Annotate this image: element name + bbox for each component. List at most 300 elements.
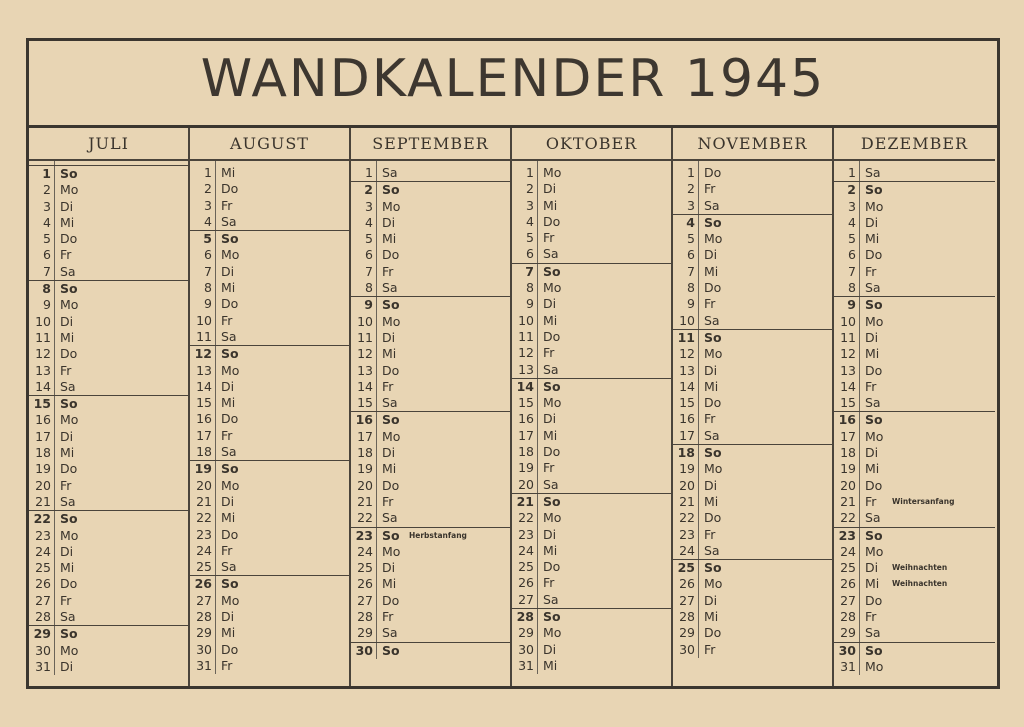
day-row [190,658,349,674]
day-number: 7 [687,263,695,279]
day-row [29,165,188,182]
day-number: 16 [355,412,373,428]
day-row [512,493,671,510]
day-number: 2 [204,181,212,197]
weekday-label: Fr [382,493,394,509]
weekday-label: Sa [704,312,720,328]
day-row [673,411,832,427]
day-number: 26 [35,576,51,592]
day-row [190,198,349,214]
weekday-label: Sa [704,197,720,213]
weekday-label: Sa [221,444,237,460]
day-row [512,642,671,658]
weekday-label: Do [704,280,722,296]
weekday-label: So [704,560,722,576]
day-number: 30 [838,642,856,658]
day-row [673,444,832,461]
weekday-label: So [865,642,883,658]
day-row [190,181,349,197]
day-number: 22 [33,511,51,527]
weekday-label: Fr [865,493,877,509]
day-number: 16 [838,412,856,428]
weekday-label: Mi [221,280,236,296]
day-row [512,329,671,345]
day-row [351,593,510,609]
day-row [673,313,832,329]
weekday-label: Sa [543,591,559,607]
day-row [29,560,188,576]
day-row [673,198,832,214]
weekday-label: Mo [704,346,723,362]
day-row [512,428,671,444]
day-number: 20 [679,477,695,493]
day-number: 30 [355,642,373,658]
weekday-label: Do [543,444,561,460]
day-row [673,264,832,280]
weekday-label: Sa [221,213,237,229]
day-number: 14 [679,378,695,394]
day-number: 5 [43,231,51,247]
day-number: 14 [196,378,212,394]
day-row [190,510,349,526]
weekday-label: Fr [865,609,877,625]
day-row [512,460,671,476]
weekday-label: Sa [382,280,398,296]
weekday-label: Do [543,213,561,229]
weekday-label: Mi [60,560,75,576]
day-row [190,165,349,181]
day-row [190,296,349,312]
weekday-label: Di [60,198,74,214]
day-row [351,411,510,428]
calendar-sheet [26,38,1000,689]
day-row [351,314,510,330]
day-number: 15 [840,395,856,411]
weekday-label: Mo [865,313,884,329]
day-row [190,247,349,263]
weekday-label: Sa [382,165,398,180]
weekday-label: Do [543,328,561,344]
weekday-label: Fr [704,181,716,197]
weekday-label: Sa [60,609,76,625]
weekday-label: Fr [865,378,877,394]
day-number: 1 [687,165,695,180]
day-number: 18 [357,445,373,461]
day-number: 27 [679,592,695,608]
day-number: 17 [357,428,373,444]
weekday-label: Mo [221,477,240,493]
day-row [512,181,671,197]
day-number: 8 [204,280,212,296]
weekday-label: Do [865,477,883,493]
day-number: 2 [687,181,695,197]
day-number: 23 [196,526,212,542]
weekday-label: Fr [382,263,394,279]
day-number: 14 [516,378,534,394]
weekday-label: Di [865,214,879,230]
day-number: 23 [518,526,534,542]
day-number: 10 [679,312,695,328]
day-number: 3 [204,197,212,213]
day-number: 12 [35,346,51,362]
month-header: OKTOBER [512,128,671,161]
day-number: 25 [518,559,534,575]
day-number: 13 [357,362,373,378]
day-row [834,625,995,641]
day-list [29,161,188,675]
weekday-label: Di [543,296,557,312]
day-row [834,296,995,313]
weekday-label: Di [704,477,718,493]
day-row [834,395,995,411]
weekday-label: Di [60,658,74,674]
day-row [190,575,349,592]
day-number: 7 [525,263,534,279]
weekday-label: Mi [704,493,719,509]
day-row [29,429,188,445]
month-column-dezember [834,128,995,686]
day-number: 10 [357,313,373,329]
day-row [512,246,671,262]
weekday-label: Do [60,576,78,592]
day-row [29,247,188,263]
day-number: 28 [196,609,212,625]
day-row [673,363,832,379]
day-number: 25 [677,560,695,576]
day-number: 15 [357,395,373,411]
day-row [512,214,671,230]
day-row [29,510,188,527]
weekday-label: Do [543,559,561,575]
weekday-label: Fr [543,345,555,361]
weekday-label: Sa [60,493,76,509]
day-row [351,264,510,280]
day-number: 17 [196,427,212,443]
weekday-label: Di [221,609,235,625]
day-number: 16 [196,411,212,427]
day-number: 13 [518,361,534,377]
weekday-label: So [382,527,400,543]
weekday-label: Fr [704,411,716,427]
weekday-label: Mi [382,231,397,247]
weekday-label: So [60,396,78,412]
day-row [190,527,349,543]
weekday-label: Di [60,428,74,444]
weekday-label: Di [543,411,557,427]
day-row [673,461,832,477]
day-number: 18 [196,444,212,460]
day-number: 10 [196,312,212,328]
day-row [29,494,188,510]
day-number: 18 [518,444,534,460]
day-row [673,379,832,395]
weekday-label: Do [221,411,239,427]
day-row [29,659,188,675]
weekday-label: Mi [543,312,558,328]
weekday-label: Sa [865,280,881,296]
day-row [834,510,995,526]
day-row [351,560,510,576]
day-number: 11 [357,329,373,345]
day-number: 22 [679,510,695,526]
months-grid [29,128,997,686]
day-number: 6 [43,247,51,263]
day-row [512,608,671,625]
weekday-label: Mi [865,231,880,247]
day-number: 15 [679,395,695,411]
weekday-label: Mo [865,198,884,214]
day-row [512,198,671,214]
weekday-label: Fr [704,296,716,312]
weekday-label: So [543,378,561,394]
day-number: 6 [848,247,856,263]
day-row [834,231,995,247]
weekday-label: So [543,609,561,625]
day-list [512,161,671,674]
weekday-label: Di [221,263,235,279]
day-number: 27 [357,592,373,608]
weekday-label: Mo [221,362,240,378]
weekday-label: So [865,297,883,313]
day-row [29,544,188,560]
weekday-label: Di [221,378,235,394]
weekday-label: Fr [60,247,72,263]
day-number: 13 [35,362,51,378]
weekday-label: Sa [704,427,720,443]
weekday-label: Mi [221,395,236,411]
day-row [512,625,671,641]
day-row [190,345,349,362]
weekday-label: Do [382,477,400,493]
day-number: 8 [687,280,695,296]
day-row [190,543,349,559]
day-number: 24 [679,542,695,558]
weekday-label: Mi [865,461,880,477]
day-row [834,494,995,510]
weekday-label: Mi [543,542,558,558]
weekday-label: So [60,511,78,527]
weekday-label: Mo [704,231,723,247]
weekday-label: Di [865,445,879,461]
day-row [29,643,188,659]
day-number: 15 [33,396,51,412]
month-header: SEPTEMBER [351,128,510,161]
month-header: DEZEMBER [834,128,995,161]
day-row [29,625,188,642]
day-row [834,363,995,379]
weekday-label: Fr [221,542,233,558]
day-number: 31 [196,657,212,673]
day-number: 18 [840,445,856,461]
day-number: 7 [204,263,212,279]
day-number: 5 [365,231,373,247]
weekday-label: Fr [543,575,555,591]
day-row [834,544,995,560]
weekday-label: Mi [60,214,75,230]
day-number: 31 [518,657,534,673]
day-row [673,576,832,592]
day-row [834,642,995,659]
day-number: 11 [677,329,695,345]
weekday-label: Mi [543,657,558,673]
day-number: 9 [43,297,51,313]
day-row [351,181,510,198]
weekday-label: Do [865,247,883,263]
day-number: 21 [35,493,51,509]
day-number: 6 [526,246,534,262]
day-row [190,214,349,230]
day-row [512,444,671,460]
day-row [673,214,832,231]
day-row [834,247,995,263]
day-number: 14 [35,378,51,394]
day-number: 22 [357,510,373,526]
day-number: 30 [518,641,534,657]
day-number: 27 [35,592,51,608]
day-number: 29 [33,626,51,642]
weekday-label: Di [704,247,718,263]
day-row [834,264,995,280]
day-row [673,165,832,181]
day-number: 5 [203,231,212,247]
weekday-label: Do [704,395,722,411]
month-column-juli [29,128,190,686]
weekday-label: Sa [704,542,720,558]
day-row [834,527,995,544]
weekday-label: Di [60,313,74,329]
weekday-label: Di [543,181,557,197]
day-row [673,609,832,625]
day-number: 24 [196,542,212,558]
day-row [512,296,671,312]
day-number: 2 [43,182,51,198]
day-number: 9 [847,297,856,313]
day-number: 2 [847,182,856,198]
day-row [673,181,832,197]
day-number: 17 [840,428,856,444]
day-number: 7 [365,263,373,279]
day-row [512,378,671,395]
weekday-label: Sa [543,361,559,377]
weekday-label: Fr [543,230,555,246]
day-number: 22 [518,510,534,526]
day-row [673,510,832,526]
weekday-label: Sa [60,378,76,394]
day-number: 27 [196,592,212,608]
day-number: 28 [357,609,373,625]
weekday-label: Sa [865,510,881,526]
weekday-label: Mi [865,576,880,592]
day-row [834,165,995,181]
day-number: 4 [365,214,373,230]
day-number: 6 [365,247,373,263]
day-row [29,461,188,477]
day-number: 20 [196,477,212,493]
day-number: 31 [840,658,856,674]
weekday-label: So [382,297,400,313]
day-row [673,642,832,658]
day-row [351,527,510,544]
day-number: 22 [196,510,212,526]
day-number: 19 [35,461,51,477]
weekday-label: Mo [543,165,562,180]
day-row [512,559,671,575]
weekday-label: So [382,182,400,198]
day-number: 28 [516,609,534,625]
weekday-label: Do [221,526,239,542]
day-row [834,461,995,477]
day-number: 12 [357,346,373,362]
day-row [512,230,671,246]
day-row [351,330,510,346]
day-number: 28 [679,609,695,625]
day-number: 11 [196,328,212,344]
day-row [351,544,510,560]
month-column-november [673,128,834,686]
day-row [512,510,671,526]
day-row [190,478,349,494]
day-list [673,161,832,658]
day-row [190,264,349,280]
day-number: 3 [687,197,695,213]
weekday-label: So [704,445,722,461]
day-number: 15 [518,395,534,411]
weekday-label: So [60,166,78,181]
day-row [190,444,349,460]
weekday-label: Mi [221,625,236,641]
weekday-label: Mi [865,346,880,362]
weekday-label: Sa [221,559,237,575]
weekday-label: Mo [543,510,562,526]
day-number: 17 [35,428,51,444]
day-row [351,445,510,461]
day-number: 19 [518,460,534,476]
weekday-label: Di [382,329,396,345]
day-number: 20 [840,477,856,493]
day-row [190,230,349,247]
day-number: 24 [35,543,51,559]
weekday-label: Sa [543,246,559,262]
day-number: 3 [43,198,51,214]
weekday-label: Sa [382,395,398,411]
day-row [351,247,510,263]
day-row [512,543,671,559]
day-number: 19 [679,461,695,477]
weekday-label: So [543,493,561,509]
day-number: 14 [357,378,373,394]
day-number: 13 [196,362,212,378]
day-number: 19 [840,461,856,477]
day-row [834,199,995,215]
holiday-note: Wintersanfang [892,496,955,506]
weekday-label: So [382,412,400,428]
day-number: 31 [35,658,51,674]
weekday-label: Do [865,362,883,378]
weekday-label: Fr [221,197,233,213]
day-number: 21 [516,493,534,509]
day-row [29,199,188,215]
weekday-label: Do [60,346,78,362]
day-row [834,445,995,461]
day-row [29,379,188,395]
day-row [351,576,510,592]
day-row [834,478,995,494]
day-number: 21 [357,493,373,509]
weekday-label: So [221,346,239,362]
weekday-label: So [865,527,883,543]
holiday-note: Herbstanfang [409,530,467,540]
day-number: 9 [687,296,695,312]
